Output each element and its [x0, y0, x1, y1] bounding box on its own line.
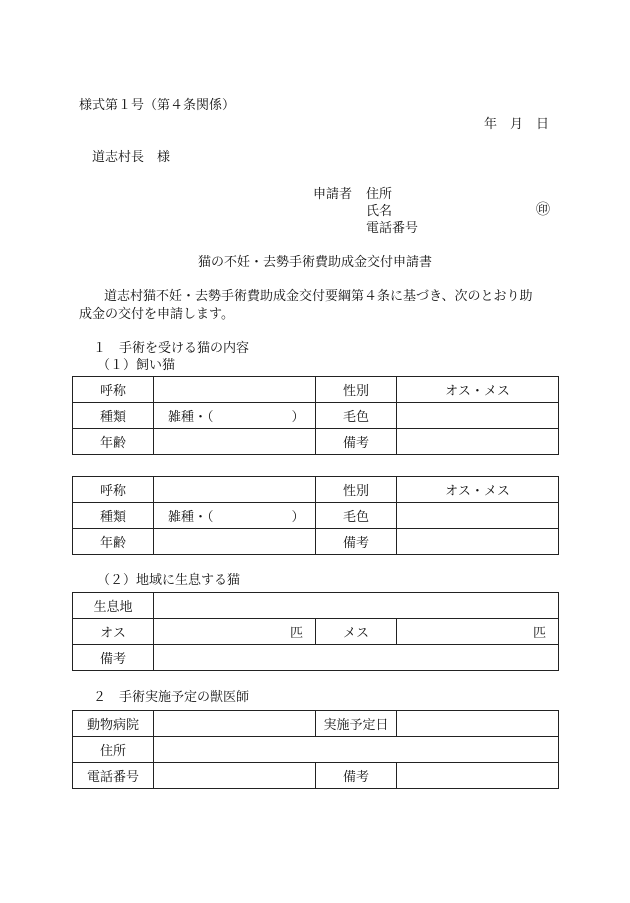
pet-name-label: 呼称 [73, 377, 154, 403]
pet-notes-field[interactable] [397, 529, 559, 555]
pet-age-label: 年齢 [73, 429, 154, 455]
pet-notes-label: 備考 [316, 529, 397, 555]
community-cat-table [72, 592, 559, 671]
pet-table-1 [72, 376, 559, 455]
pet-fur-field[interactable] [397, 403, 559, 429]
document-title: 猫の不妊・去勢手術費助成金交付申請書 [197, 255, 432, 270]
vet-phone-field[interactable] [154, 763, 316, 789]
pet-fur-label: 毛色 [316, 403, 397, 429]
pet-sex-label: 性別 [316, 377, 397, 403]
pet-notes-field[interactable] [397, 429, 559, 455]
pet-type-label: 種類 [73, 503, 154, 529]
table-row [73, 503, 559, 529]
table-row [73, 429, 559, 455]
male-count-field[interactable] [154, 619, 316, 645]
vet-notes-label: 備考 [316, 763, 397, 789]
pet-name-label: 呼称 [73, 477, 154, 503]
section1-heading: １ 手術を受ける猫の内容 [93, 341, 250, 356]
hospital-field[interactable] [154, 711, 316, 737]
applicant-name-label: 氏名 [366, 204, 393, 219]
table-row [73, 711, 559, 737]
seal-mark: ㊞ [536, 202, 550, 218]
female-count-unit: 匹 [533, 626, 547, 641]
community-notes-field[interactable] [154, 645, 559, 671]
table-row [73, 529, 559, 555]
body-line-1: 道志村猫不妊・去勢手術費助成金交付要綱第４条に基づき、次のとおり助 [104, 289, 533, 304]
applicant-address-label: 住所 [366, 187, 393, 202]
table-row [73, 403, 559, 429]
female-count-field[interactable] [397, 619, 559, 645]
table-row [73, 737, 559, 763]
pet-notes-label: 備考 [316, 429, 397, 455]
pet-sex-options[interactable]: オス・メス [397, 477, 559, 503]
vet-address-label: 住所 [73, 737, 154, 763]
vet-notes-field[interactable] [397, 763, 559, 789]
hospital-label: 動物病院 [73, 711, 154, 737]
section2-heading: ２ 手術実施予定の獣医師 [93, 690, 250, 705]
vet-address-field[interactable] [154, 737, 559, 763]
pet-sex-options[interactable]: オス・メス [397, 377, 559, 403]
pet-fur-label: 毛色 [316, 503, 397, 529]
pet-type-field[interactable]: 雑種・（ ） [154, 403, 316, 429]
pet-type-label: 種類 [73, 403, 154, 429]
pet-sex-label: 性別 [316, 477, 397, 503]
body-line-2: 成金の交付を申請します。 [79, 307, 234, 322]
pet-age-label: 年齢 [73, 529, 154, 555]
pet-age-field[interactable] [154, 429, 316, 455]
addressee: 道志村長 様 [92, 150, 171, 165]
habitat-label: 生息地 [73, 593, 154, 619]
habitat-field[interactable] [154, 593, 559, 619]
table-row [73, 377, 559, 403]
surgery-date-label: 実施予定日 [316, 711, 397, 737]
veterinarian-table [72, 710, 559, 789]
table-row [73, 619, 559, 645]
pet-table-2 [72, 476, 559, 555]
table-row [73, 593, 559, 619]
form-number: 様式第１号（第４条関係） [79, 98, 236, 113]
table-row [73, 477, 559, 503]
applicant-phone-label: 電話番号 [366, 221, 419, 236]
surgery-date-field[interactable] [397, 711, 559, 737]
pet-fur-field[interactable] [397, 503, 559, 529]
table-row [73, 645, 559, 671]
male-count-unit: 匹 [289, 626, 303, 641]
male-count-label: オス [73, 619, 154, 645]
applicant-label: 申請者 [313, 187, 353, 202]
pet-name-field[interactable] [154, 477, 316, 503]
community-notes-label: 備考 [73, 645, 154, 671]
female-count-label: メス [316, 619, 397, 645]
table-row [73, 763, 559, 789]
section1-sub2: （２）地域に生息する猫 [97, 573, 241, 588]
date-line: 年 月 日 [484, 117, 550, 132]
pet-name-field[interactable] [154, 377, 316, 403]
pet-age-field[interactable] [154, 529, 316, 555]
pet-type-field[interactable]: 雑種・（ ） [154, 503, 316, 529]
vet-phone-label: 電話番号 [73, 763, 154, 789]
section1-sub1: （１）飼い猫 [97, 358, 176, 373]
